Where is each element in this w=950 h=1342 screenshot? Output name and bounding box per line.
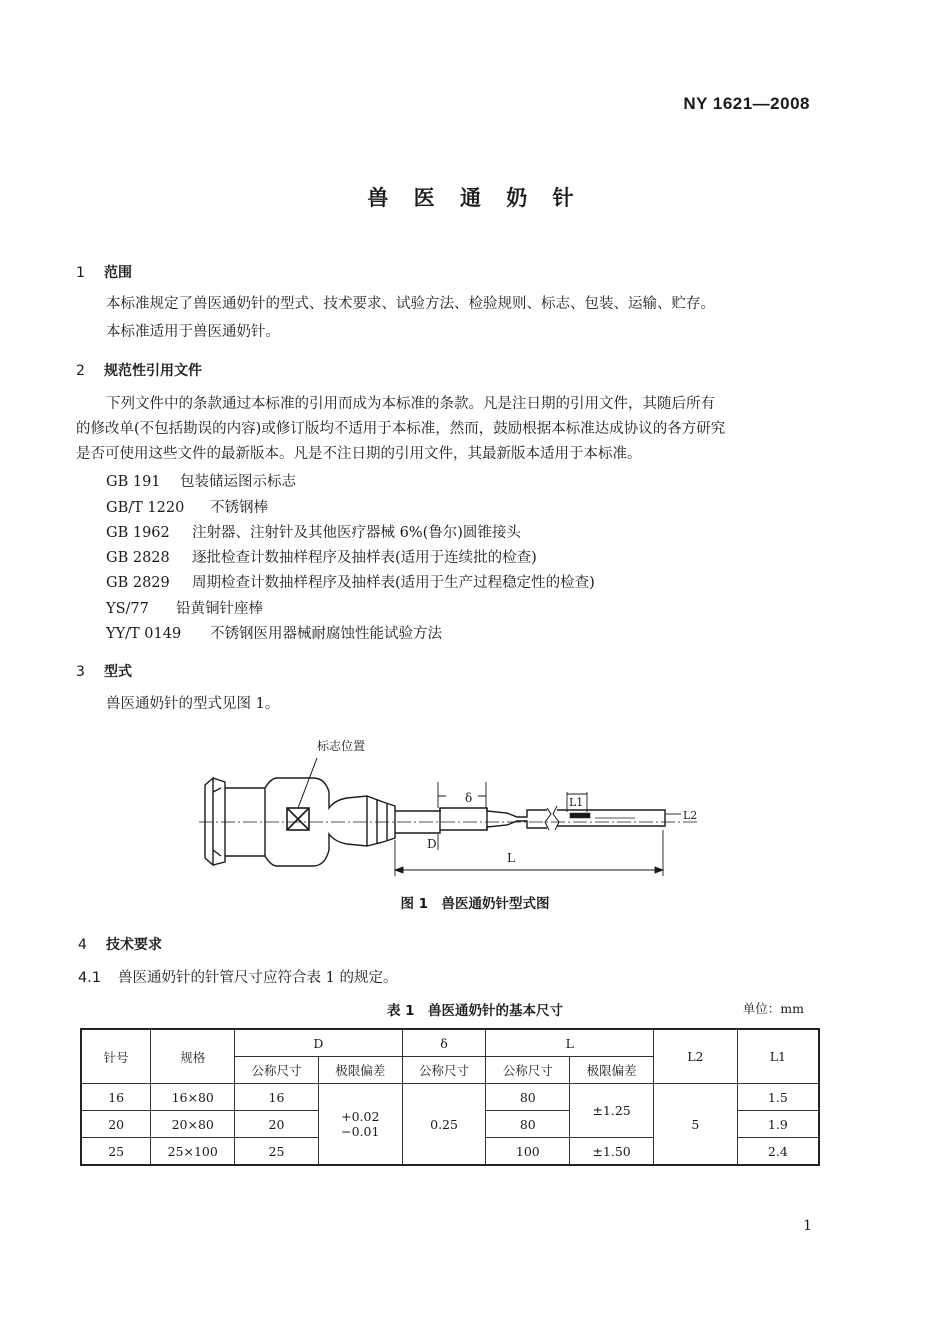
- page-title: 兽 医 通 奶 针: [367, 186, 583, 210]
- section-number: 1: [76, 265, 85, 281]
- section-number: 4: [78, 937, 87, 953]
- clause: [78, 968, 397, 988]
- paragraph-line: 下列文件中的条款通过本标准的引用而成为本标准的条款。凡是注日期的引用文件，其随后所有: [106, 396, 715, 412]
- cell-no: 20: [81, 1111, 151, 1138]
- subheader-tolerance: 极限偏差: [570, 1057, 654, 1084]
- cell-l: 80: [486, 1111, 570, 1138]
- cell-spec: 20×80: [151, 1111, 235, 1138]
- reference-code: GB 191: [106, 474, 161, 490]
- d-tolerance-lower: −0.01: [341, 1124, 380, 1139]
- paragraph-line: 是否可使用这些文件的最新版本。凡是不注日期的引用文件，其最新版本适用于本标准。: [76, 446, 642, 462]
- reference-item: [106, 546, 537, 567]
- reference-title: 周期检查计数抽样程序及抽样表(适用于生产过程稳定性的检查): [192, 575, 595, 591]
- reference-item: [106, 622, 442, 643]
- table-unit: 单位：mm: [742, 1001, 804, 1016]
- reference-title: 不锈钢医用器械耐腐蚀性能试验方法: [210, 626, 442, 642]
- table-row: [81, 1084, 819, 1111]
- paragraph: 本标准规定了兽医通奶针的型式、技术要求、试验方法、检验规则、标志、包装、运输、贮存。: [106, 296, 715, 312]
- cell-l: 80: [486, 1084, 570, 1111]
- cell-l1: 1.9: [737, 1111, 819, 1138]
- reference-item: [106, 521, 521, 542]
- cell-spec: 16×80: [151, 1084, 235, 1111]
- reference-item: [106, 571, 595, 592]
- cell-l2: 5: [654, 1084, 738, 1166]
- subheader-nominal: 公称尺寸: [486, 1057, 570, 1084]
- hub-flange: [205, 778, 213, 865]
- reference-item: [106, 470, 296, 491]
- d-label: D: [427, 837, 437, 851]
- cell-l1: 2.4: [737, 1138, 819, 1166]
- cell-spec: 25×100: [151, 1138, 235, 1166]
- mark-position-label: 标志位置: [317, 739, 366, 753]
- reference-item: [106, 597, 263, 618]
- table-caption: 表 1 兽医通奶针的基本尺寸: [386, 1003, 564, 1019]
- reference-title: 逐批检查计数抽样程序及抽样表(适用于连续批的检查): [192, 550, 537, 566]
- reference-code: YS/77: [106, 601, 149, 617]
- cell-d: 16: [235, 1084, 319, 1111]
- cell-l: 100: [486, 1138, 570, 1166]
- reference-code: GB/T 1220: [106, 500, 185, 516]
- cell-no: 16: [81, 1084, 151, 1111]
- reference-code: GB 2828: [106, 550, 170, 566]
- delta-label: δ: [465, 791, 473, 805]
- section-title: 型式: [104, 664, 132, 680]
- cell-l1: 1.5: [737, 1084, 819, 1111]
- section-4-heading: [78, 934, 162, 954]
- section-3-heading: [76, 661, 132, 681]
- cell-l-tolerance: ±1.50: [570, 1138, 654, 1166]
- needle-tube-bottom: [395, 821, 547, 833]
- needle-tube-top: [395, 808, 547, 817]
- section-title: 规范性引用文件: [104, 363, 202, 379]
- needle-diagram: [195, 730, 710, 890]
- header-l: L: [486, 1029, 654, 1057]
- clause-text: 兽医通奶针的针管尺寸应符合表 1 的规定。: [118, 970, 398, 986]
- paragraph: 本标准适用于兽医通奶针。: [106, 324, 280, 340]
- cell-l-tolerance: ±1.25: [570, 1084, 654, 1138]
- header-spec: 规格: [151, 1029, 235, 1084]
- l1-label: L1: [569, 796, 584, 809]
- dimensions-table: [80, 1028, 820, 1166]
- header-l1: L1: [737, 1029, 819, 1084]
- l2-label: L2: [683, 809, 698, 822]
- reference-item: [106, 496, 268, 517]
- cell-d: 20: [235, 1111, 319, 1138]
- l-label: L: [507, 851, 515, 865]
- cell-delta: 0.25: [402, 1084, 486, 1166]
- section-title: 技术要求: [106, 937, 162, 953]
- figure-caption: 图 1 兽医通奶针型式图: [400, 896, 550, 912]
- header-delta: δ: [402, 1029, 486, 1057]
- reference-code: YY/T 0149: [106, 626, 182, 642]
- clause-number: 4.1: [78, 970, 102, 986]
- d-tolerance-upper: +0.02: [341, 1109, 380, 1124]
- paragraph: 兽医通奶针的型式见图 1。: [106, 696, 280, 712]
- reference-title: 不锈钢棒: [210, 500, 268, 516]
- header-needle-no: 针号: [81, 1029, 151, 1084]
- section-number: 3: [76, 664, 85, 680]
- reference-title: 铅黄铜针座棒: [176, 601, 263, 617]
- reference-code: GB 2829: [106, 575, 170, 591]
- subheader-tolerance: 极限偏差: [318, 1057, 402, 1084]
- subheader-nominal: 公称尺寸: [402, 1057, 486, 1084]
- paragraph-line: 的修改单(不包括勘误的内容)或修订版均不适用于本标准，然而，鼓励根据本标准达成协议的各方研究: [76, 421, 726, 437]
- reference-code: GB 1962: [106, 525, 170, 541]
- header-d: D: [235, 1029, 403, 1057]
- section-2-heading: [76, 360, 202, 380]
- section-1-heading: [76, 262, 132, 282]
- header-l2: L2: [654, 1029, 738, 1084]
- cell-d-tolerance: [318, 1084, 402, 1166]
- section-number: 2: [76, 363, 85, 379]
- standard-code: NY 1621—2008: [683, 94, 810, 113]
- cell-d: 25: [235, 1138, 319, 1166]
- subheader-nominal: 公称尺寸: [235, 1057, 319, 1084]
- section-title: 范围: [104, 265, 132, 281]
- hub-nose: [367, 796, 395, 846]
- table-header-row: [81, 1029, 819, 1057]
- reference-title: 包装储运图示标志: [180, 474, 296, 490]
- cell-no: 25: [81, 1138, 151, 1166]
- page-number: 1: [803, 1218, 812, 1234]
- reference-title: 注射器、注射针及其他医疗器械 6%(鲁尔)圆锥接头: [192, 525, 521, 541]
